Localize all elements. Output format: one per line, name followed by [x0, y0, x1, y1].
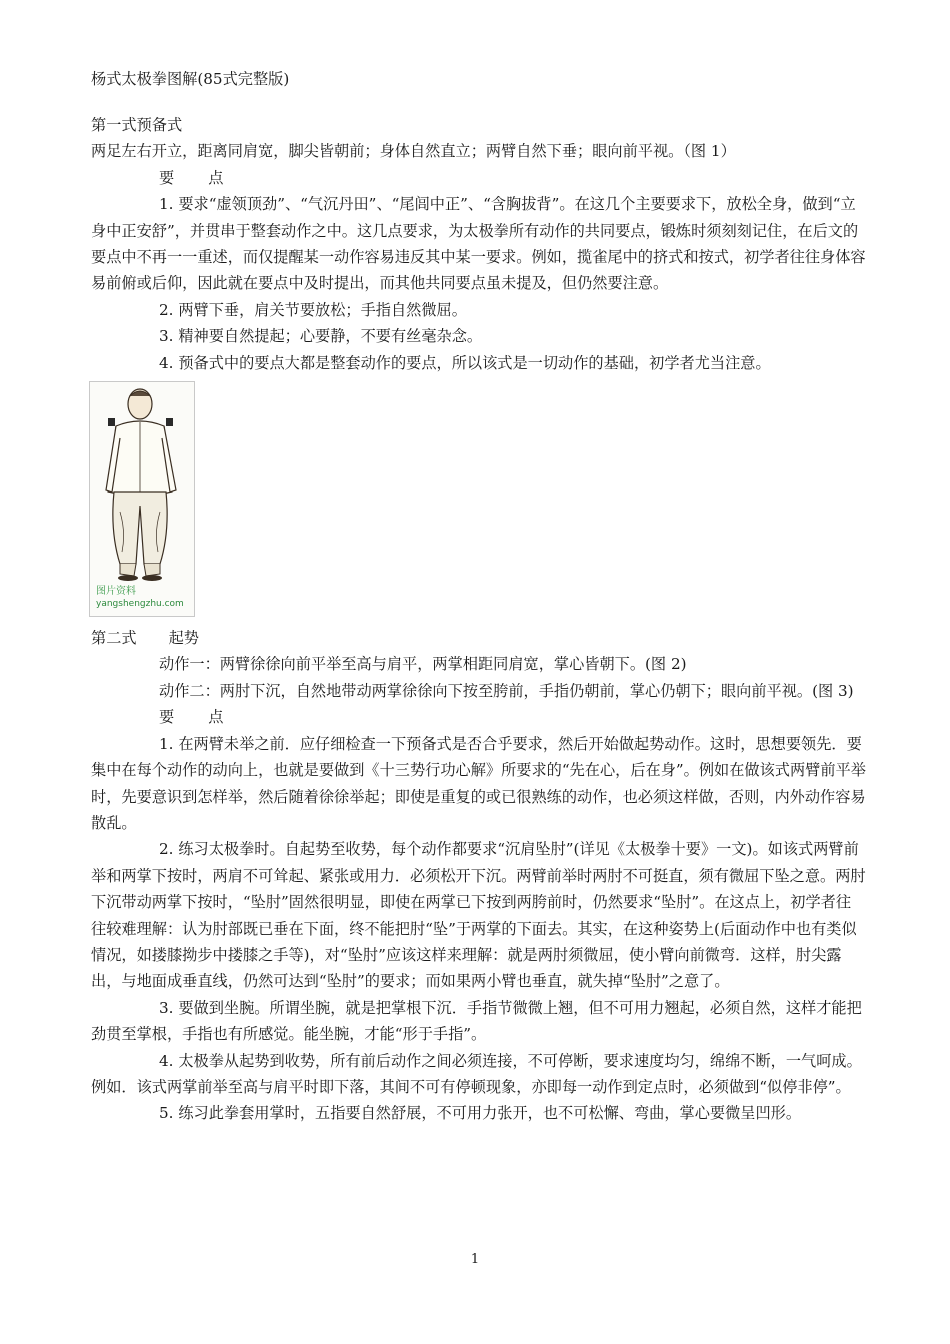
- section2-action-2: 动作二：两肘下沉，自然地带动两掌徐徐向下按至胯前，手指仍朝前，掌心仍朝下；眼向前平视。(图 3): [159, 681, 854, 700]
- section1-point-2: 2. 两臂下垂，肩关节要放松；手指自然微屈。: [159, 300, 467, 319]
- section1-yaodian-heading: 要 点: [159, 168, 224, 187]
- page-number: 1: [470, 1252, 480, 1267]
- section2-point-1: 1. 在两臂未举之前．应仔细检查一下预备式是否合乎要求，然后开始做起势动作。这时，思想要领先．要集中在每个动作的动向上，也就是要做到《十三势行功心解》所要求的“先在心，后在身”。例如在做该式两臂前平举时，先要意识到怎样举，然后随着徐徐举起；即使是重复的或已很熟练的动作，也必须这样做，否则，内外动作容易散乱。: [91, 734, 866, 832]
- section2-point-5: 5. 练习此拳套用掌时，五指要自然舒展，不可用力张开，也不可松懈、弯曲，掌心要微呈凹形。: [159, 1104, 802, 1123]
- section2-action-1: 动作一：两臂徐徐向前平举至高与肩平，两掌相距同肩宽，掌心皆朝下。(图 2): [159, 655, 687, 674]
- section2-point-2: 2. 练习太极拳时。自起势至收势，每个动作都要求“沉肩坠肘”(详见《太极拳十要》一文)。如该式两臂前举和两掌下按时，两肩不可耸起、紧张或用力．必须松开下沉。两臂前举时两肘不可挺直，须有微屈下坠之意。两肘下沉带动两掌下按时，“坠肘”固然很明显，即使在两掌已下按到两胯前时，仍然要求“坠肘”。在这点上，初学者往往较难理解：认为肘部既已垂在下面，终不能把肘“坠”于两掌的下面去。其实，在这种姿势上(后面动作中也有类似情况，如搂膝拗步中搂膝之手等)，对“坠肘”应该这样来理解：就是两肘须微屈，使小臂向前微弯．这样，肘尖露出，与地面成垂直线，仍然可达到“坠肘”的要求；而如果两小臂也垂直，就失掉“坠肘”之意了。: [91, 840, 866, 991]
- document-title: 杨式太极拳图解(85式完整版): [91, 70, 290, 88]
- section1-point-1: 1. 要求“虚领顶劲”、“气沉丹田”、“尾闾中正”、“含胸拔背”。在这几个主要要求下，放松全身，做到“立身中正安舒”，并贯串于整套动作之中。这几点要求，为太极拳所有动作的共同要点，锻炼时须刻刻记住，在后文的要点中不再一一重述，而仅提醒某一动作容易违反其中某一要求。例如，揽雀尾中的挤式和按式，初学者往往身体容易前俯或后仰，因此就在要点中及时提出，而其他共同要点虽未提及，但仍然要注意。: [91, 195, 866, 293]
- standing-figure-drawing: [90, 382, 194, 616]
- section1-description: 两足左右开立，距离同肩宽，脚尖皆朝前；身体自然直立；两臂自然下垂；眼向前平视。（图 1）: [91, 142, 736, 161]
- document-page: [91, 66, 866, 1127]
- section1-point-3: 3. 精神要自然提起；心要静，不要有丝毫杂念。: [159, 327, 483, 346]
- section2-point-4: 4. 太极拳从起势到收势，所有前后动作之间必须连接，不可停断，要求速度均匀，绵绵不断，一气呵成。例如．该式两掌前举至高与肩平时即下落，其间不可有停顿现象，亦即每一动作到定点时，必须做到“似停非停”。: [91, 1051, 862, 1096]
- figure-1-illustration: [89, 381, 195, 617]
- figure-watermark-url: yangshengzhu.com: [96, 599, 184, 610]
- section2-yaodian-heading: 要 点: [159, 708, 224, 727]
- section2-point-3: 3. 要做到坐腕。所谓坐腕，就是把掌根下沉．手指节微微上翘，但不可用力翘起，必须自然，这样才能把劲贯至掌根，手指也有所感觉。能坐腕，才能“形于手指”。: [91, 998, 862, 1044]
- section1-point-4: 4. 预备式中的要点大都是整套动作的要点，所以该式是一切动作的基础，初学者尤当注意。: [159, 353, 771, 372]
- section2-heading-name: 起势: [168, 629, 199, 648]
- section1-heading: 第一式预备式: [91, 116, 183, 134]
- section2-heading: [91, 625, 866, 651]
- figure-watermark-cn: 图片资料: [96, 586, 136, 598]
- section2-heading-number: 第二式: [91, 629, 137, 648]
